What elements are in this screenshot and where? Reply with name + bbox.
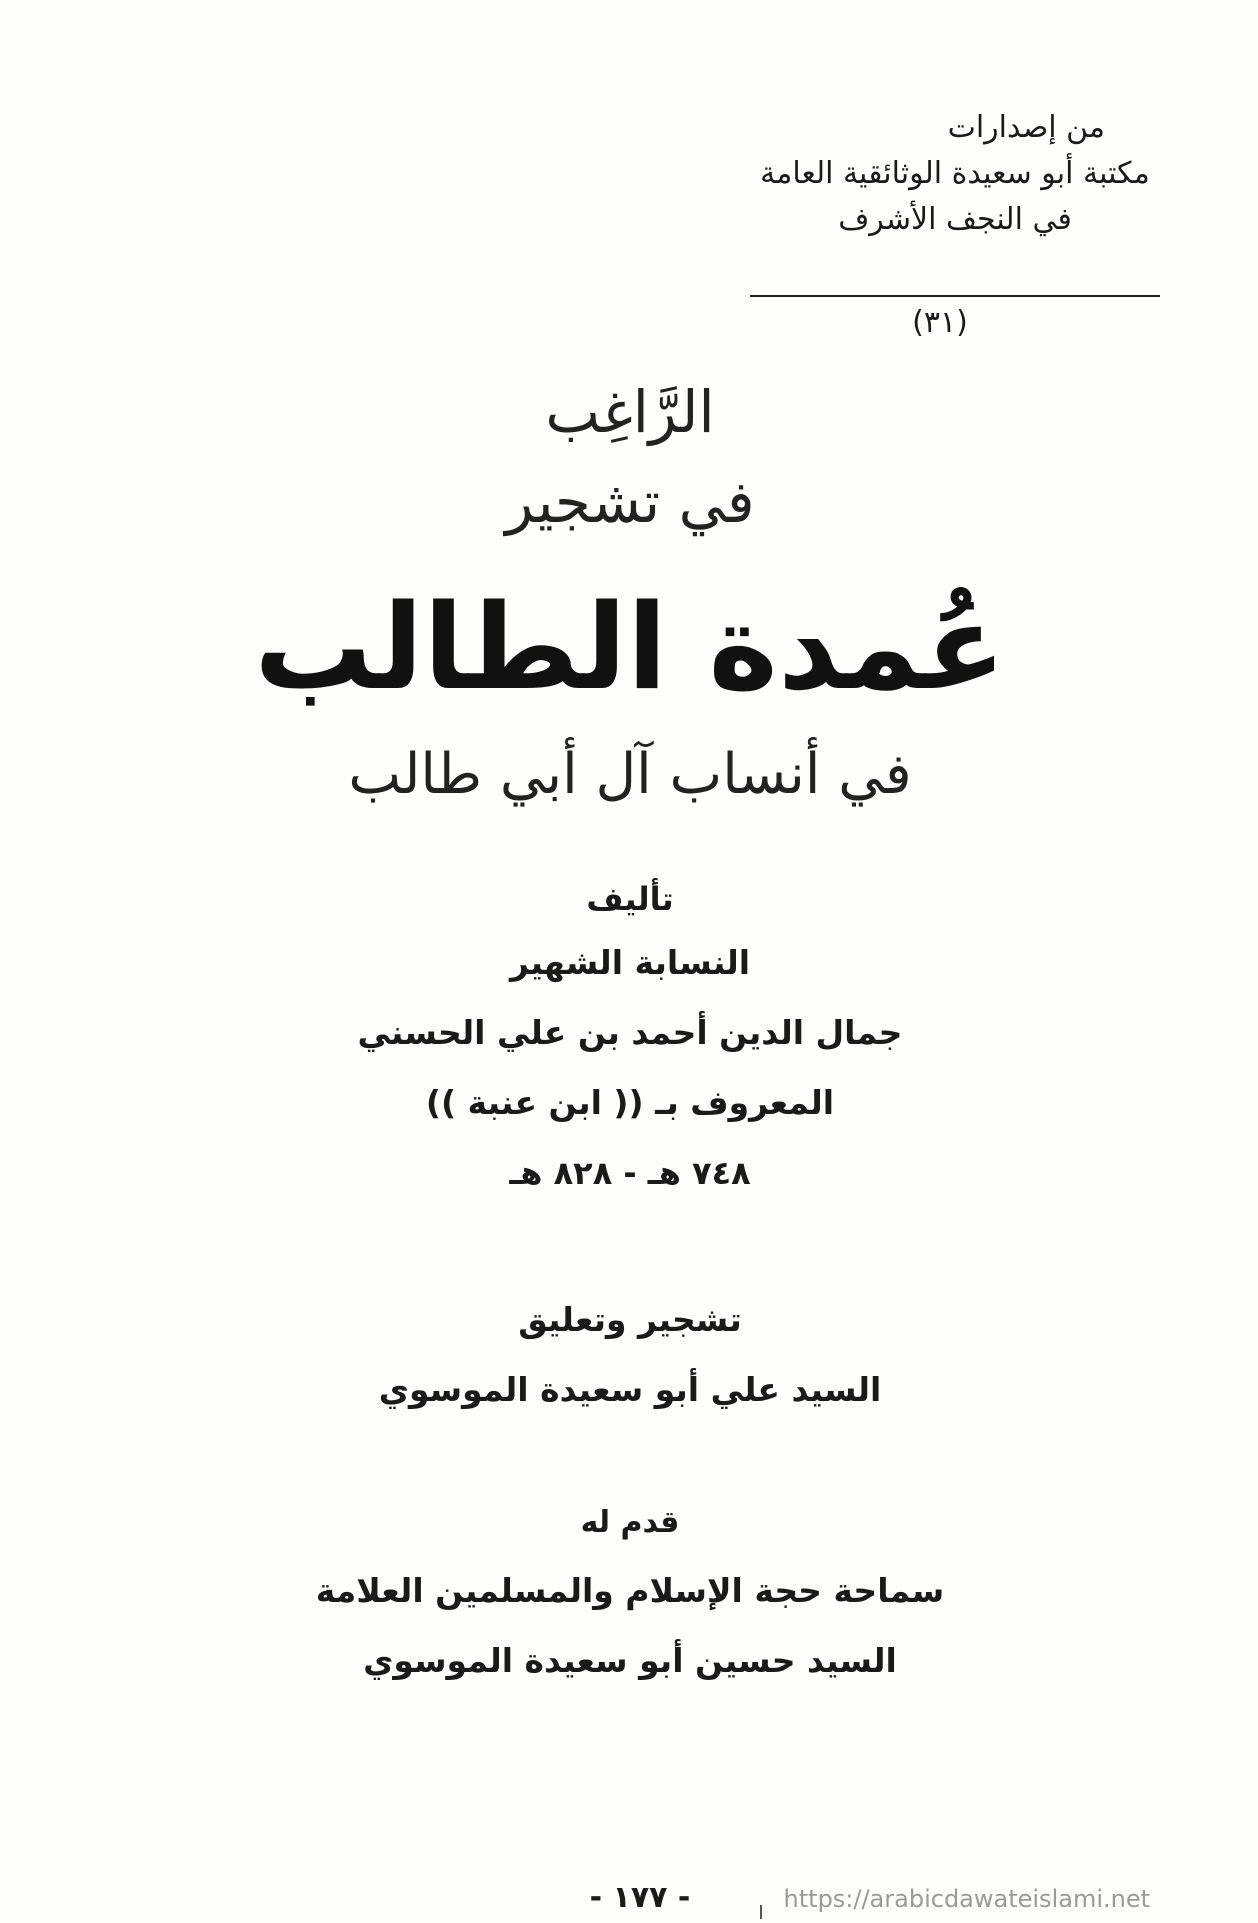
book-subtitle: في أنساب آل أبي طالب: [348, 742, 912, 807]
publisher-line-2: مكتبة أبو سعيدة الوثائقية العامة: [760, 156, 1150, 191]
page-number: - ١٧٧ -: [589, 1880, 691, 1915]
title-fi-tashjir: في تشجير: [505, 468, 755, 536]
introduction-block: [240, 1490, 1020, 1696]
title-block: [200, 365, 1060, 820]
author-block: [240, 870, 1020, 1208]
publisher-divider: [750, 295, 1160, 297]
publisher-block: [755, 105, 1155, 243]
introduction-label: قدم له: [580, 1505, 680, 1540]
watermark-url: https://arabicdawateislami.net: [783, 1885, 1150, 1913]
book-title: عُمدة الطالب: [254, 578, 1006, 716]
annotation-block: [240, 1285, 1020, 1425]
author-known-as: المعروف بـ (( ابن عنبة )): [425, 1083, 835, 1122]
author-epithet: النسابة الشهير: [509, 943, 751, 982]
author-dates: ٧٤٨ هـ - ٨٢٨ هـ: [509, 1154, 751, 1192]
introducer-title: سماحة حجة الإسلام والمسلمين العلامة: [315, 1571, 945, 1610]
annotator-name: السيد علي أبو سعيدة الموسوي: [378, 1370, 882, 1409]
series-number: (٣١): [912, 305, 968, 340]
title-raghib: الرَّاغِب: [545, 378, 715, 446]
publisher-line-1: من إصدارات: [947, 110, 1105, 145]
introducer-name: السيد حسين أبو سعيدة الموسوي: [363, 1641, 897, 1680]
publisher-line-3: في النجف الأشرف: [838, 202, 1072, 237]
author-name: جمال الدين أحمد بن علي الحسني: [357, 1013, 903, 1052]
authorship-label: تأليف: [586, 880, 674, 918]
annotation-label: تشجير وتعليق: [518, 1300, 742, 1339]
